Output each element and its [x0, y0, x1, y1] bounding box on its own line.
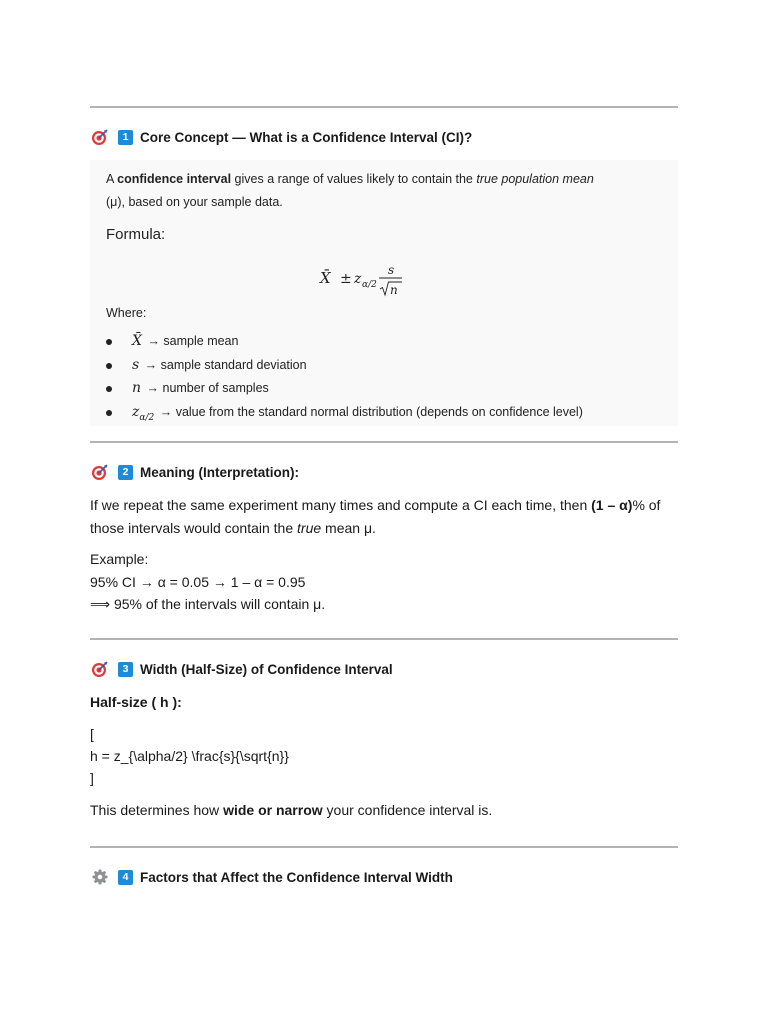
section-1-heading	[91, 127, 472, 147]
list-item	[106, 354, 583, 378]
section-3-title: Width (Half-Size) of Confidence Interval	[140, 661, 393, 677]
formula-z: z	[354, 271, 362, 287]
section-2-title: Meaning (Interpretation):	[140, 464, 299, 480]
symbol-list	[106, 330, 583, 424]
latex-close-bracket: ]	[90, 770, 94, 786]
keycap-3-icon: 3	[118, 662, 133, 677]
formula-denominator-n: n	[390, 283, 398, 297]
formula-xbar: X̄	[320, 269, 331, 287]
interpretation-paragraph: If we repeat the same experiment many times and compute a CI each time, then (1 – α)% of those intervals would contain the true mean μ.	[90, 497, 661, 536]
formula-numerator: s	[388, 263, 395, 277]
divider-top	[90, 106, 678, 108]
keycap-2-icon: 2	[118, 465, 133, 480]
width-explanation: This determines how wide or narrow your confidence interval is.	[90, 802, 493, 818]
section-1-title: Core Concept — What is a Confidence Interval (CI)?	[140, 129, 473, 145]
example-label: Example:	[90, 551, 149, 567]
ci-definition: A confidence interval gives a range of values likely to contain the true population mean (μ), based on your sample data.	[106, 172, 594, 209]
formula-z-sub: α/2	[362, 280, 377, 290]
symbol: n	[132, 380, 142, 396]
symbol-desc: → sample mean	[147, 334, 239, 348]
divider-3	[90, 846, 678, 848]
divider-1	[90, 441, 678, 443]
section-4-heading	[91, 867, 453, 887]
section-2-heading	[91, 462, 299, 482]
divider-2	[90, 638, 678, 640]
direct-hit-icon	[91, 463, 109, 481]
symbol-desc: → value from the standard normal distribution (depends on confidence level)	[159, 404, 583, 419]
latex-formula-source: h = z_{\alpha/2} \frac{s}{\sqrt{n}}	[90, 748, 289, 764]
direct-hit-icon	[91, 660, 109, 678]
example-block	[90, 548, 680, 616]
formula-pm: ±	[340, 271, 352, 287]
gear-icon	[91, 868, 109, 886]
example-line-1: 95% CI → α = 0.05 → 1 – α = 0.95	[90, 573, 306, 590]
list-item	[106, 330, 583, 354]
direct-hit-icon	[91, 128, 109, 146]
symbol: $z_{\alpha/2}$	[132, 403, 155, 423]
latex-open-bracket: [	[90, 726, 94, 742]
keycap-4-icon: 4	[118, 870, 133, 885]
symbol-desc: → number of samples	[146, 381, 269, 395]
list-item	[106, 377, 583, 401]
ci-formula	[318, 252, 428, 302]
list-item	[106, 401, 583, 425]
core-concept-panel	[90, 160, 678, 426]
half-size-label: Half-size ( h ):	[90, 694, 182, 710]
section-3-heading	[91, 659, 393, 679]
where-label: Where:	[106, 306, 147, 320]
symbol-desc: → sample standard deviation	[144, 357, 307, 372]
symbol: X̄	[132, 333, 142, 349]
symbol: s	[132, 356, 140, 373]
formula-label: Formula:	[106, 226, 166, 243]
keycap-1-icon: 1	[118, 130, 133, 145]
section-4-title: Factors that Affect the Confidence Interval Width	[140, 869, 453, 885]
example-line-2: ⟹ 95% of the intervals will contain μ.	[90, 596, 326, 612]
